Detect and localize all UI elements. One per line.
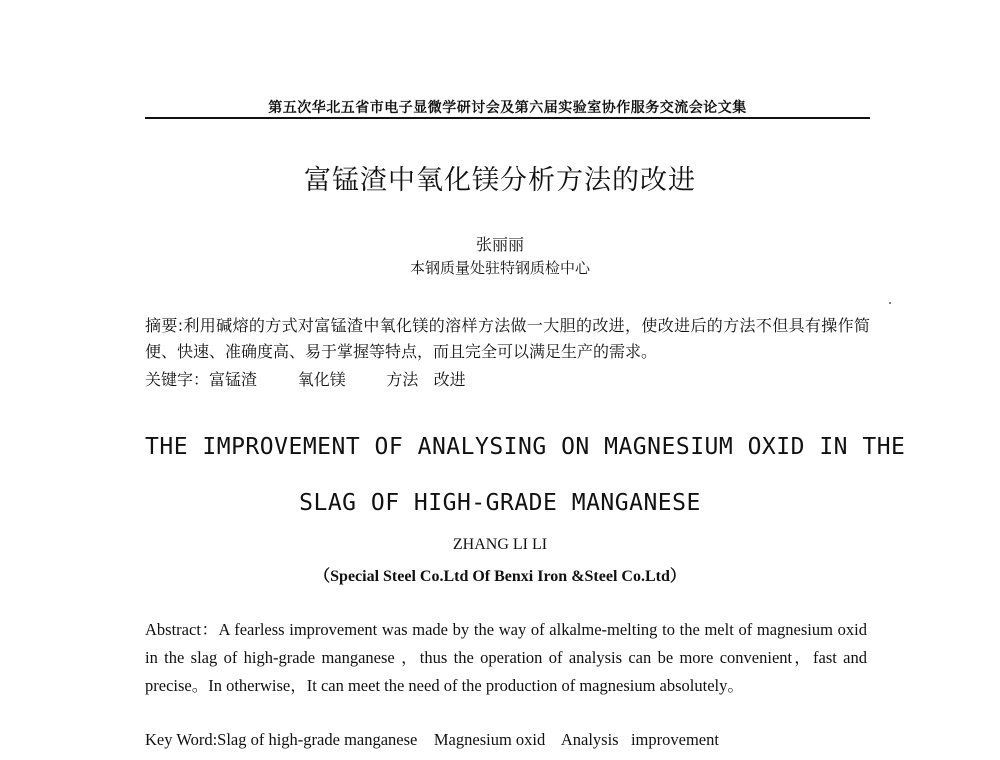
header-rule [145,117,870,119]
chinese-abstract: 摘要:利用碱熔的方式对富锰渣中氧化镁的溶样方法做一大胆的改进，使改进后的方法不但具有操作简便、快速、准确度高、易于掌握等特点，而且完全可以满足生产的需求。 [145,316,870,361]
chinese-title: 富锰渣中氧化镁分析方法的改进 [304,165,696,196]
running-header: 第五次华北五省市电子显微学研讨会及第六届实验室协作服务交流会论文集 [268,100,747,116]
english-title-line-1: THE IMPROVEMENT OF ANALYSING ON MAGNESIUM OXID IN THE [145,434,906,460]
chinese-keywords: 关键字：富锰渣 氧化镁 方法 改进 [145,370,466,389]
chinese-affiliation: 本钢质量处驻特钢质检中心 [409,259,590,277]
english-abstract: Abstract：A fearless improvement was made by the way of alkalme-melting to the melt of magnesium oxid in the slag of high-grade manganese ，thus the operation of analysis can be more convenient，fast and precise。In otherwise，It can meet the need of the production of magnesium absolutely。 [145,620,867,695]
english-title-line-2: SLAG OF HIGH-GRADE MANGANESE [299,490,701,516]
english-author: ZHANG LI LI [452,536,548,553]
scan-speck [889,302,891,304]
english-keywords: Key Word:Slag of high-grade manganese Magnesium oxid Analysis improvement [145,730,719,749]
english-affiliation: （Special Steel Co.Ltd Of Benxi Iron &Steel Co.Ltd） [314,568,686,585]
chinese-author: 张丽丽 [475,235,524,254]
